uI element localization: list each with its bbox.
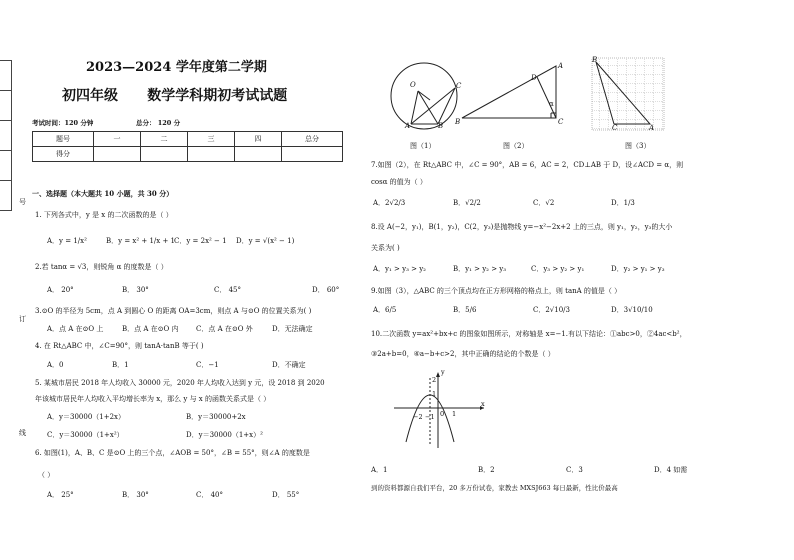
point-label: C [456, 82, 462, 90]
axis-label: y [441, 368, 445, 376]
q10-option-a: A．1 [371, 466, 388, 474]
question-6-line-2: （ ） [38, 471, 55, 479]
tick-label: 0 [440, 410, 445, 418]
q10-option-b: B．2 [478, 466, 495, 474]
point-label: C [612, 124, 618, 132]
figure-2-triangle [458, 58, 568, 130]
question-7-line-1: 7.如图（2），在 Rt△ABC 中，∠C = 90°，AB = 6，AC = 2，CD⊥AB 于 D，设∠ACD = α，则 [371, 161, 684, 169]
table-cell: 得分 [33, 147, 94, 162]
figure-1-caption: 图（1） [410, 142, 436, 150]
table-cell [282, 147, 343, 162]
q6-option-c: C． 40° [196, 491, 223, 499]
tick-label: 2 [432, 376, 437, 384]
q9-option-a: A．6/5 [373, 306, 397, 314]
question-7-line-2: cosα 的值为（ ） [371, 178, 427, 186]
section-heading: 一、选择题（本大题共 10 小题，共 30 分） [32, 189, 174, 198]
exam-time: 考试时间：120 分钟 [32, 119, 94, 127]
q1-option-b: B．y = x² + 1/x + 1 [106, 237, 176, 245]
q1-option-a: A．y = 1/x² [47, 237, 87, 245]
question-4: 4. 在 Rt△ABC 中，∠C=90°，则 tanA·tanB 等于( ) [35, 342, 204, 350]
q4-option-c: C．−1 [196, 361, 219, 369]
point-label: D [531, 74, 537, 82]
q3-option-c: C．点 A 在⊙O 外 [196, 325, 253, 333]
axis-label: x [481, 400, 485, 408]
table-cell: 三 [188, 132, 235, 147]
point-label: A [405, 122, 411, 130]
q2-option-d: D． 60° [312, 286, 340, 294]
question-5-line-2: 年该城市居民年人均收入平均增长率为 x，那么 y 与 x 的函数关系式是（ ） [35, 395, 271, 403]
q4-option-b: B．1 [112, 361, 129, 369]
q9-option-b: B．5/6 [453, 306, 477, 314]
q10-option-d: D．4 如需 [654, 466, 688, 474]
margin-mark: 订 [19, 315, 26, 323]
figure-3-caption: 图（3） [625, 142, 651, 150]
table-cell: 一 [94, 132, 141, 147]
q3-option-d: D．无法确定 [272, 325, 313, 333]
point-label: A [558, 62, 564, 70]
table-row [33, 147, 343, 162]
q7-option-b: B．√2/2 [453, 199, 481, 207]
table-cell [235, 147, 282, 162]
question-10-line-2: ③2a+b=0，④a−b+c>2，其中正确的结论的个数是（ ） [371, 350, 555, 358]
q8-option-c: C．y₃ > y₂ > y₁ [531, 265, 585, 273]
table-cell: 题号 [33, 132, 94, 147]
q4-option-a: A．0 [47, 361, 64, 369]
q6-option-b: B． 30° [122, 491, 149, 499]
table-row [33, 132, 343, 147]
question-1: 1. 下列各式中，y 是 x 的二次函数的是（ ） [35, 211, 173, 219]
q9-option-c: C．2√10/3 [533, 306, 570, 314]
figure-2-caption: 图（2） [503, 142, 529, 150]
q6-option-a: A． 25° [47, 491, 74, 499]
table-cell [188, 147, 235, 162]
page-subtitle: 初四年级 数学学科期初考试试题 [62, 88, 288, 104]
q7-option-c: C．√2 [533, 199, 555, 207]
figure-3-grid [590, 56, 666, 132]
question-3: 3.⊙O 的半径为 5cm，点 A 到圆心 O 的距离 OA=3cm，则点 A 与⊙O 的位置关系为( ) [35, 307, 312, 315]
exam-total: 总分： 120 分 [136, 119, 181, 127]
table-cell: 四 [235, 132, 282, 147]
q5-option-b: B．y＝30000+2x [186, 413, 246, 421]
tick-label: −2 [413, 413, 423, 421]
q2-option-c: C． 45° [214, 286, 241, 294]
question-9: 9.如图（3），△ABC 的三个顶点均在正方形网格的格点上，则 tanA 的值是（ ） [371, 287, 622, 295]
table-cell [94, 147, 141, 162]
point-label: B [455, 118, 461, 126]
question-10-line-1: 10.二次函数 y=ax²+bx+c 的图象如图所示，对称轴是 x=−1.有以下结论：①abc>0，②4ac<b²， [371, 330, 687, 338]
question-8-line-2: 关系为( ) [371, 244, 400, 252]
margin-mark: 号 [19, 198, 26, 206]
q2-option-b: B． 30° [122, 286, 149, 294]
table-cell [141, 147, 188, 162]
angle-label: α [549, 100, 554, 108]
page-title: 2023—2024 学年度第二学期 [86, 60, 267, 75]
q9-option-d: D．3√10/10 [611, 306, 653, 314]
q5-option-c: C．y＝30000（1+x²） [47, 431, 124, 439]
question-2: 2.若 tanα = √3，则锐角 α 的度数是（ ） [35, 263, 168, 271]
q3-option-a: A．点 A 在⊙O 上 [47, 325, 104, 333]
point-label: B [438, 122, 444, 130]
q5-option-a: A．y＝30000（1+2x） [47, 413, 125, 421]
point-label: A [649, 124, 655, 132]
tick-label: 1 [432, 390, 437, 398]
q8-option-d: D．y₂ > y₁ > y₃ [611, 265, 665, 273]
q6-option-d: D． 55° [272, 491, 300, 499]
q1-option-c: C．y = 2x² − 1 [174, 237, 227, 245]
q8-option-b: B．y₁ > y₂ > y₃ [453, 265, 507, 273]
point-label: C [558, 118, 564, 126]
q1-option-d: D．y = √(x² − 1) [236, 237, 295, 245]
q5-option-d: D．y＝30000（1+x）² [186, 431, 263, 439]
q4-option-d: D．不确定 [272, 361, 306, 369]
margin-mark: 线 [19, 429, 26, 437]
table-cell: 二 [141, 132, 188, 147]
q7-option-d: D．1/3 [611, 199, 635, 207]
footer-note: 到的资料都源自我们平台，20 多万份试卷，家教去 MXSJ663 每日最新，性比价最高 [371, 484, 618, 492]
score-table [32, 131, 343, 162]
point-label: O [410, 81, 416, 89]
q10-option-c: C．3 [566, 466, 583, 474]
q3-option-b: B．点 A 在⊙O 内 [122, 325, 179, 333]
tick-label: −1 [425, 413, 435, 421]
point-label: B [592, 56, 598, 64]
question-5-line-1: 5. 某城市居民 2018 年人均收入 30000 元，2020 年人均收入达到 y 元，设 2018 到 2020 [35, 379, 325, 387]
question-8-line-1: 8.设 A(−2，y₁)，B(1，y₂)，C(2，y₃)是抛物线 y=−x²−2x+2 上的三点，则 y₁，y₂，y₃的大小 [371, 223, 673, 231]
question-6-line-1: 6. 如图(1)，A、B、C 是⊙O 上的三个点，∠AOB = 50°，∠B = 55°，则∠A 的度数是 [35, 449, 310, 457]
q8-option-a: A．y₁ > y₃ > y₂ [373, 265, 426, 273]
tick-label: 1 [452, 410, 457, 418]
q7-option-a: A．2√2/3 [373, 199, 406, 207]
table-cell: 总分 [282, 132, 343, 147]
q2-option-a: A． 20° [47, 286, 74, 294]
figure-1-circle [385, 58, 465, 138]
